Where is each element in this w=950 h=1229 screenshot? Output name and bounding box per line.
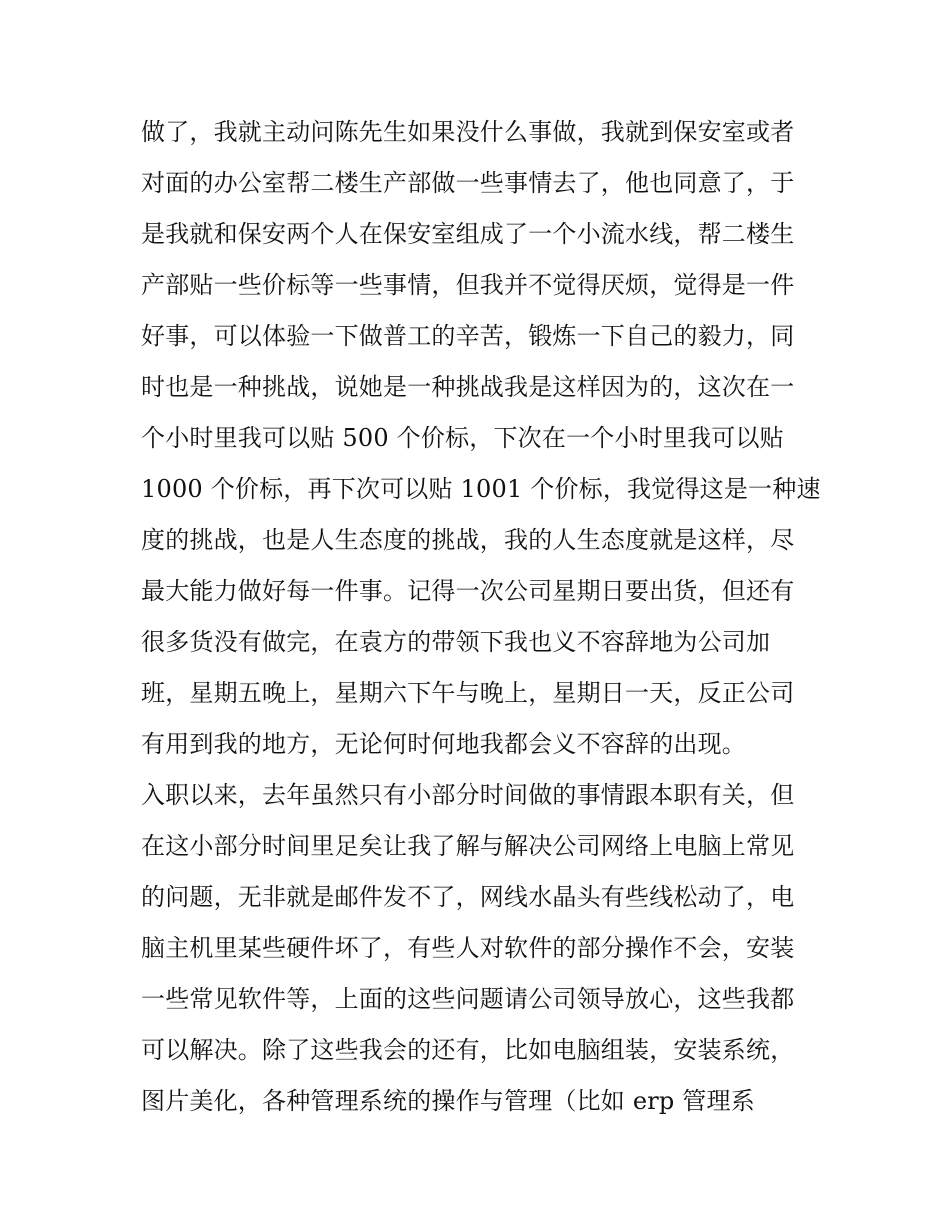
text-line: 的问题，无非就是邮件发不了，网线水晶头有些线松动了，电 — [141, 883, 795, 911]
text-line: 班，星期五晚上，星期六下午与晚上，星期日一天，反正公司 — [141, 679, 795, 707]
text-line: 1000 个价标，再下次可以贴 1001 个价标，我觉得这是一种速 — [141, 475, 821, 503]
text-line: 很多货没有做完，在袁方的带领下我也义不容辞地为公司加 — [141, 628, 771, 656]
text-line: 脑主机里某些硬件坏了，有些人对软件的部分操作不会，安装 — [141, 934, 795, 962]
text-line: 可以解决。除了这些我会的还有，比如电脑组装，安装系统， — [141, 1036, 795, 1064]
text-line: 时也是一种挑战，说她是一种挑战我是这样因为的，这次在一 — [141, 373, 795, 401]
text-line: 图片美化，各种管理系统的操作与管理（比如 erp 管理系 — [141, 1087, 755, 1115]
text-line: 对面的办公室帮二楼生产部做一些事情去了，他也同意了，于 — [141, 169, 795, 197]
text-line: 产部贴一些价标等一些事情，但我并不觉得厌烦，觉得是一件 — [141, 271, 795, 299]
text-line: 一些常见软件等，上面的这些问题请公司领导放心，这些我都 — [141, 985, 795, 1013]
text-line: 做了，我就主动问陈先生如果没什么事做，我就到保安室或者 — [141, 118, 795, 146]
text-line: 入职以来，去年虽然只有小部分时间做的事情跟本职有关，但 — [141, 781, 795, 809]
text-line: 是我就和保安两个人在保安室组成了一个小流水线，帮二楼生 — [141, 220, 795, 248]
text-line: 最大能力做好每一件事。记得一次公司星期日要出货，但还有 — [141, 577, 795, 605]
text-line: 有用到我的地方，无论何时何地我都会义不容辞的出现。 — [141, 730, 746, 758]
text-line: 个小时里我可以贴 500 个价标，下次在一个小时里我可以贴 — [141, 424, 784, 452]
text-line: 度的挑战，也是人生态度的挑战，我的人生态度就是这样，尽 — [141, 526, 795, 554]
body-text — [141, 107, 821, 1127]
text-line: 在这小部分时间里足矣让我了解与解决公司网络上电脑上常见 — [141, 832, 795, 860]
text-line: 好事，可以体验一下做普工的辛苦，锻炼一下自己的毅力，同 — [141, 322, 795, 350]
